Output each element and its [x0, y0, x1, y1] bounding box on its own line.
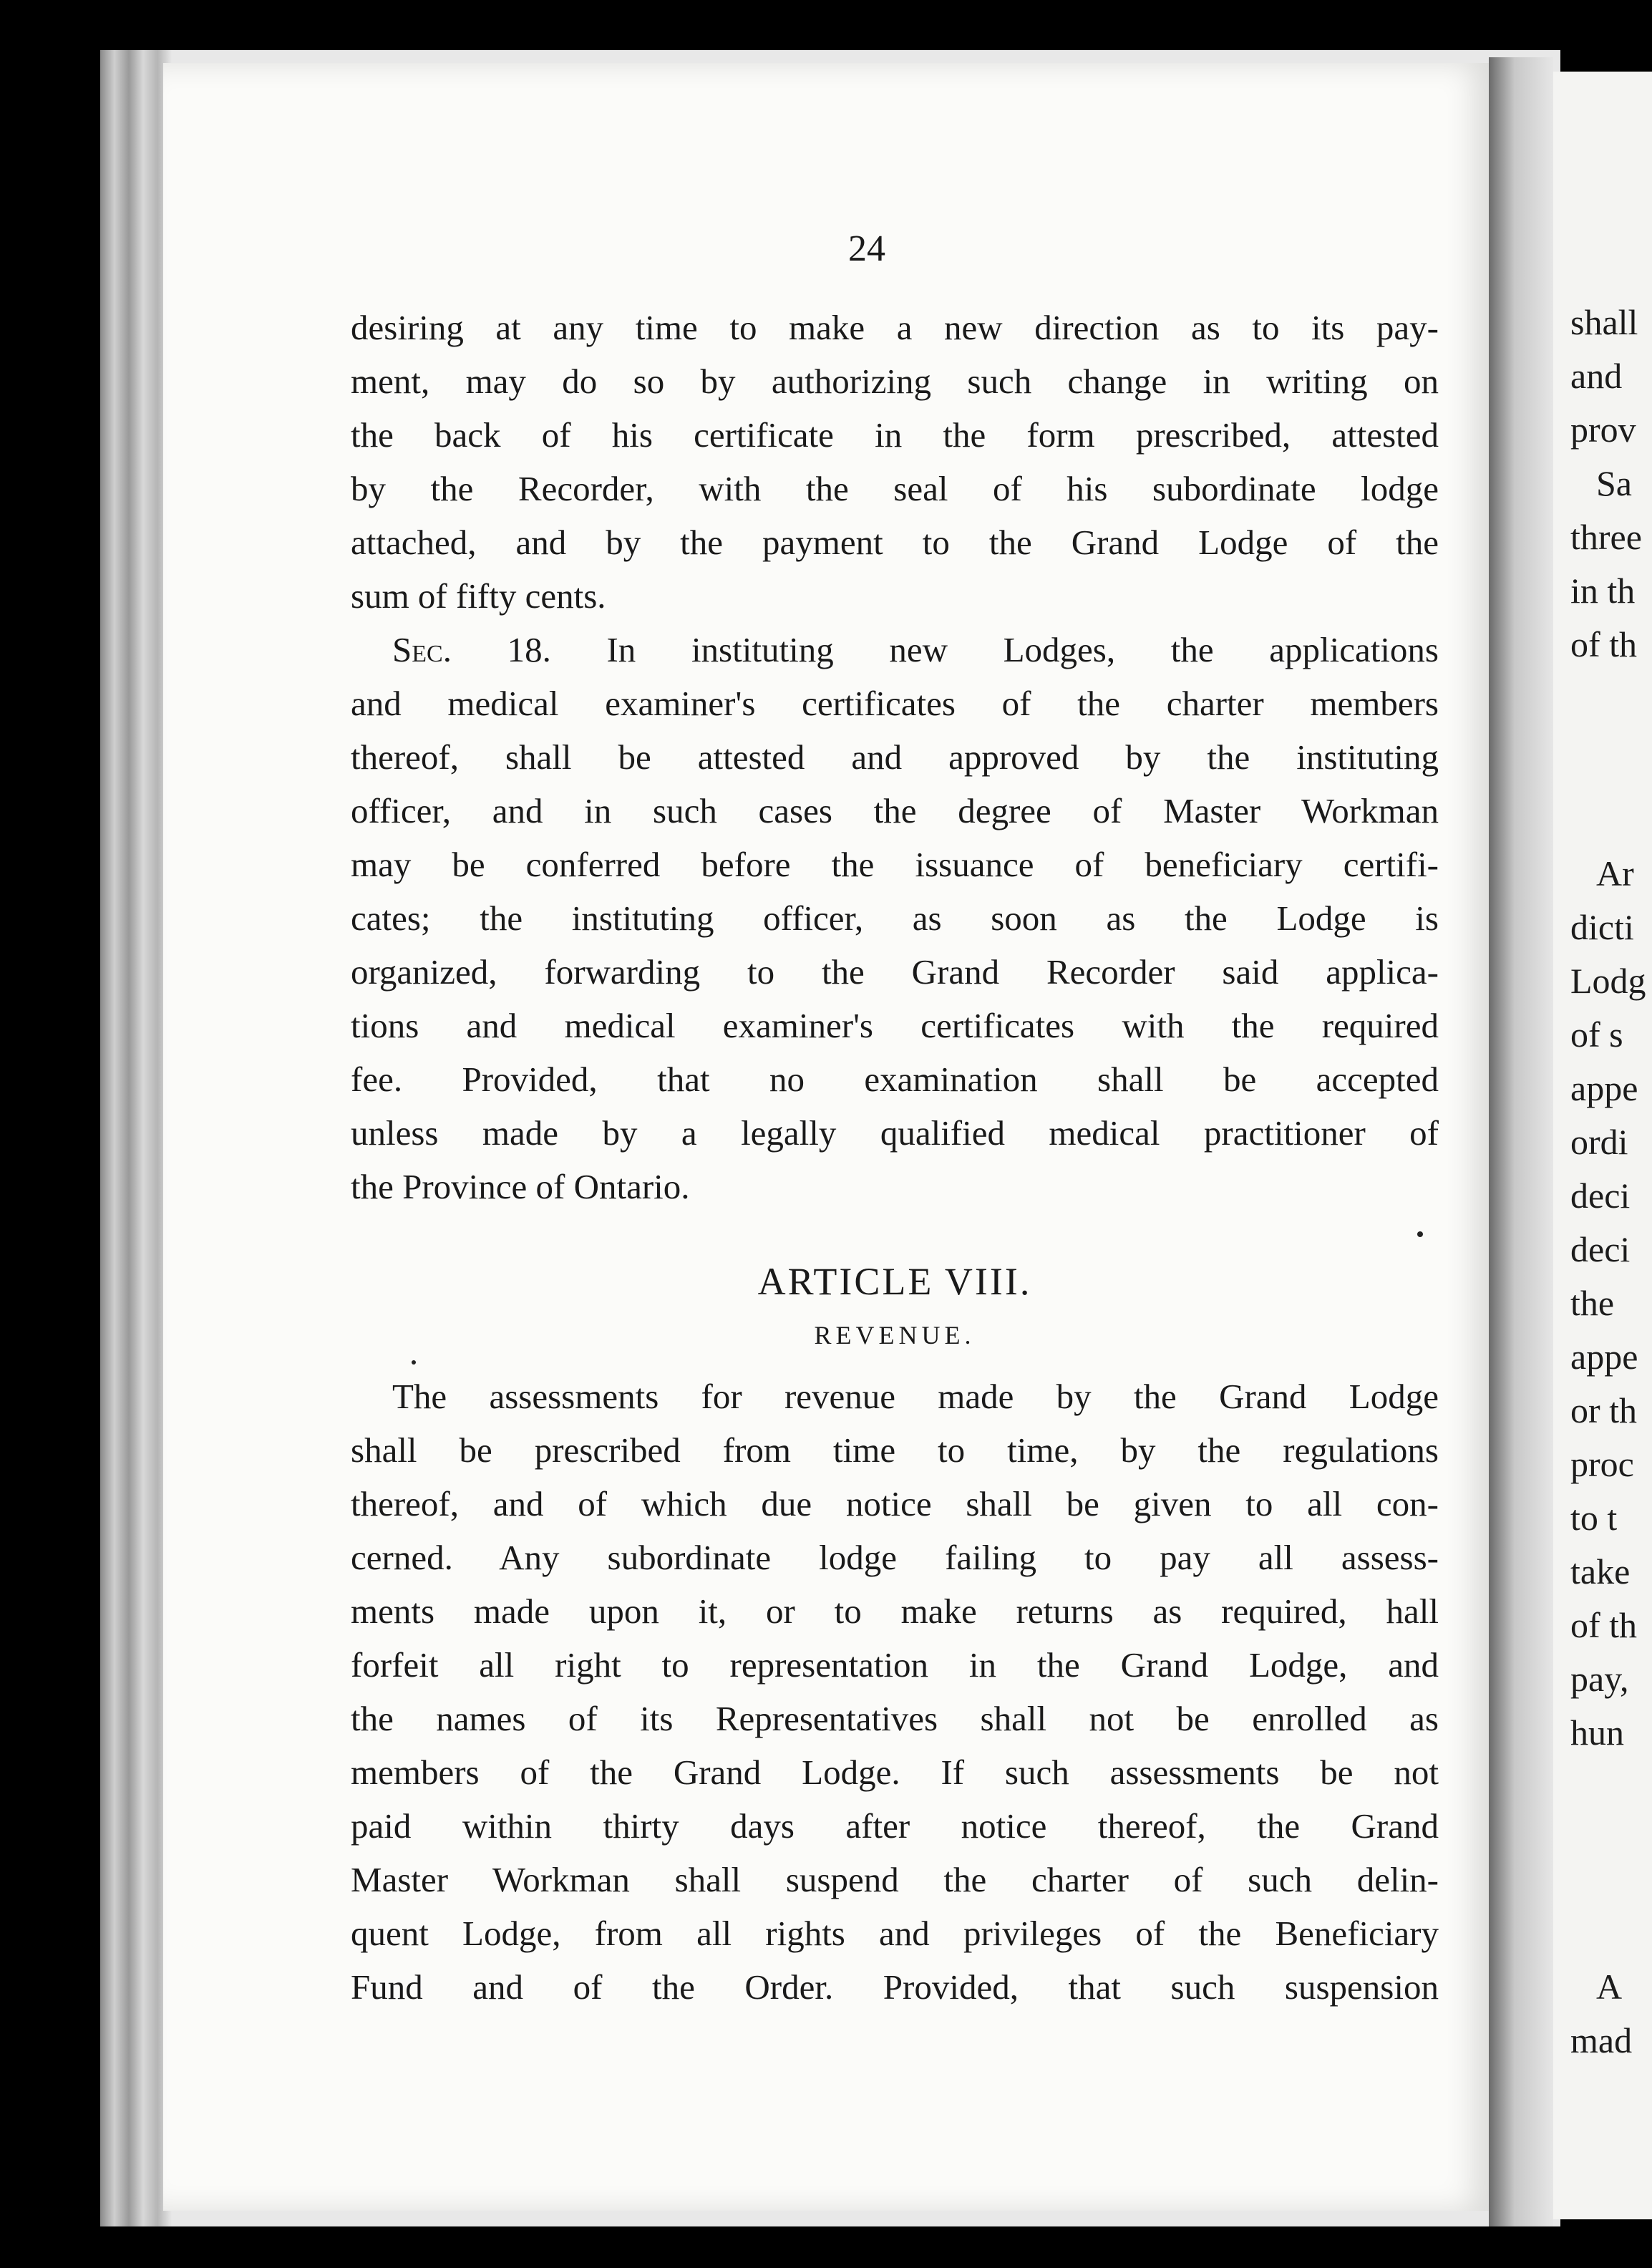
text-line: and medical examiner's certificates of the charter members: [351, 684, 1439, 723]
right-page-fragment: or th: [1570, 1390, 1638, 1430]
right-page-fragment: hun: [1570, 1712, 1624, 1753]
right-page-fragment: deci: [1570, 1229, 1631, 1269]
revenue-paragraph: [351, 1370, 1439, 2014]
text-line: the back of his certificate in the form prescribed, attested: [351, 415, 1439, 455]
text-line: quent Lodge, from all rights and privileges of the Beneficiary: [351, 1914, 1439, 1953]
text-line: fee. Provided, that no examination shall be accepted: [351, 1060, 1439, 1099]
right-page-fragment: mad: [1570, 2020, 1633, 2060]
section-18-paragraph: [351, 623, 1439, 1213]
scan-speck: [412, 1360, 416, 1365]
text-line: members of the Grand Lodge. If such assessments be not: [351, 1753, 1439, 1792]
text-line: forfeit all right to representation in the Grand Lodge, and: [351, 1645, 1439, 1685]
section-label: Sec. 18.: [392, 630, 551, 669]
text-line: by the Recorder, with the seal of his subordinate lodge: [351, 469, 1439, 508]
text-line: shall be prescribed from time to time, by the regulations: [351, 1430, 1439, 1470]
text-line: unless made by a legally qualified medical practitioner of: [351, 1113, 1439, 1153]
right-page-fragment: prov: [1570, 410, 1636, 450]
text-line: desiring at any time to make a new direction as to its pay-: [351, 308, 1439, 347]
right-page-fragment: appe: [1570, 1337, 1638, 1377]
text-line: cates; the instituting officer, as soon as the Lodge is: [351, 898, 1439, 938]
right-page-fragment: ordi: [1570, 1122, 1628, 1162]
text-line: thereof, shall be attested and approved by the instituting: [351, 737, 1439, 777]
text-line: the names of its Representatives shall not be enrolled as: [351, 1699, 1439, 1738]
right-page-fragment: three: [1570, 517, 1642, 557]
right-page-fragment: take: [1570, 1551, 1631, 1591]
right-page-fragment: dicti: [1570, 907, 1634, 947]
right-page-fragment: of th: [1570, 624, 1638, 664]
text-line: officer, and in such cases the degree of Master Workman: [351, 791, 1439, 830]
text-line: Master Workman shall suspend the charter of such delin-: [351, 1860, 1439, 1899]
right-page-fragment: proc: [1570, 1444, 1634, 1484]
text-line: attached, and by the payment to the Grand Lodge of the: [351, 523, 1439, 562]
text-line: Fund and of the Order. Provided, that such suspension: [351, 1967, 1439, 2007]
book-gutter: [1489, 57, 1553, 2226]
text-line: tions and medical examiner's certificates with the required: [351, 1006, 1439, 1045]
text-line: ment, may do so by authorizing such change in writing on: [351, 362, 1439, 401]
text-line: thereof, and of which due notice shall be given to all con-: [351, 1484, 1439, 1523]
right-page-fragment: deci: [1570, 1176, 1631, 1216]
right-page-fragment: appe: [1570, 1068, 1638, 1108]
right-page-fragment: pay,: [1570, 1659, 1629, 1699]
page-body: [351, 301, 1439, 2014]
right-page-fragment: Ar: [1596, 853, 1634, 893]
right-page-fragment: of s: [1570, 1014, 1623, 1055]
right-page-fragment: in th: [1570, 571, 1636, 611]
right-page-fragment: shall: [1570, 302, 1638, 342]
section-first-line: In instituting new Lodges, the applications: [606, 630, 1439, 669]
right-page-fragment: and: [1570, 356, 1623, 396]
right-page-fragment: to t: [1570, 1498, 1618, 1538]
scan-speck: [1417, 1231, 1423, 1237]
page-number: 24: [848, 228, 885, 269]
paragraph-continued: [351, 301, 1439, 623]
text-line: The assessments for revenue made by the Grand Lodge: [392, 1377, 1439, 1416]
section-heading: REVENUE.: [814, 1321, 976, 1349]
text-line: may be conferred before the issuance of beneficiary certifi-: [351, 845, 1439, 884]
right-page-fragment: Lodg: [1570, 961, 1646, 1001]
right-page-fragment: Sa: [1596, 463, 1632, 503]
text-line: [351, 623, 1439, 677]
text-line: paid within thirty days after notice thereof, the Grand: [351, 1806, 1439, 1846]
article-heading: ARTICLE VIII.: [757, 1260, 1032, 1303]
text-line: ments made upon it, or to make returns as required, hall: [351, 1591, 1439, 1631]
text-line: cerned. Any subordinate lodge failing to pay all assess-: [351, 1538, 1439, 1577]
right-page-fragment: A: [1596, 1967, 1623, 2007]
right-page-partial: [1553, 72, 1652, 2219]
text-line: sum of fifty cents.: [351, 576, 606, 616]
text-line: the Province of Ontario.: [351, 1167, 690, 1206]
right-page-fragment: of th: [1570, 1605, 1638, 1645]
text-line: organized, forwarding to the Grand Recorder said applica-: [351, 952, 1439, 992]
right-page-fragment: the: [1570, 1283, 1615, 1323]
